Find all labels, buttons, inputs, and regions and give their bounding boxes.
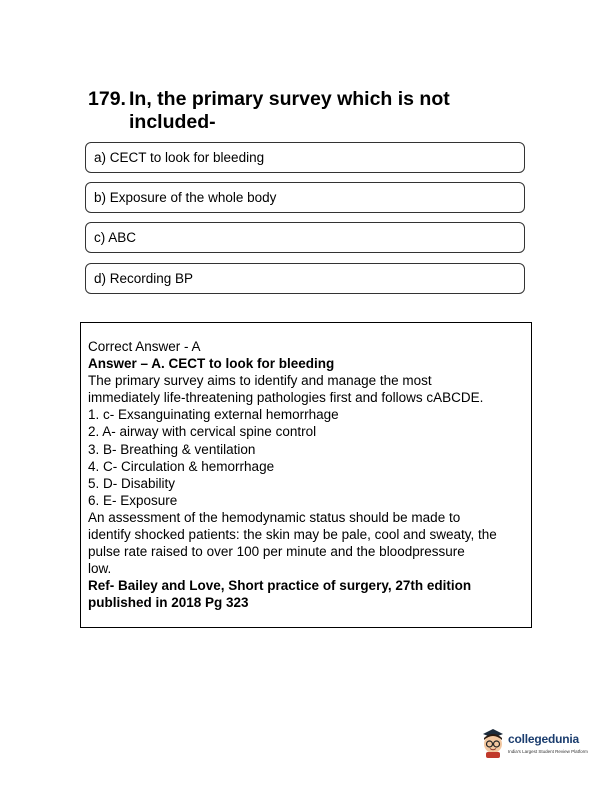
explanation-para-2: identify shocked patients: the skin may be pale, cool and sweaty, the [88,527,497,543]
question-text [88,88,508,134]
option-c[interactable]: c) ABC [85,222,525,253]
collegedunia-logo [480,728,590,762]
question-line-2: included- [129,111,216,133]
answer-heading: Answer – A. CECT to look for bleeding [88,356,335,372]
option-d[interactable]: d) Recording BP [85,263,525,294]
mascot-icon [480,728,506,758]
reference-line-1: Ref- Bailey and Love, Short practice of surgery, 27th edition [88,578,472,594]
explanation-para-3: pulse rate raised to over 100 per minute and the bloodpressure [88,544,465,560]
reference-line-2: published in 2018 Pg 323 [88,595,249,611]
step-item: 4. C- Circulation & hemorrhage [88,458,275,474]
explanation-intro-2: immediately life-threatening pathologies first and follows cABCDE. [88,390,484,406]
correct-answer-label: Correct Answer - A [88,339,201,354]
step-item: 5. D- Disability [88,475,176,491]
option-b[interactable]: b) Exposure of the whole body [85,182,525,213]
option-a[interactable]: a) CECT to look for bleeding [85,142,525,173]
question-line-1: In, the primary survey which is not [129,88,450,110]
step-item: 2. A- airway with cervical spine control [88,424,317,440]
step-item: 1. c- Exsanguinating external hemorrhage [88,407,339,423]
explanation-para-1: An assessment of the hemodynamic status should be made to [88,509,461,525]
answer-explanation-box [80,322,532,628]
step-item: 6. E- Exposure [88,492,178,508]
question-number: 179. [88,88,126,110]
explanation-para-4: low. [88,561,112,577]
logo-wordmark: collegedunia [508,732,579,746]
step-item: 3. B- Breathing & ventilation [88,441,256,457]
explanation-intro-1: The primary survey aims to identify and manage the most [88,373,432,389]
logo-tagline: India's Largest Student Review Platform [508,749,588,754]
